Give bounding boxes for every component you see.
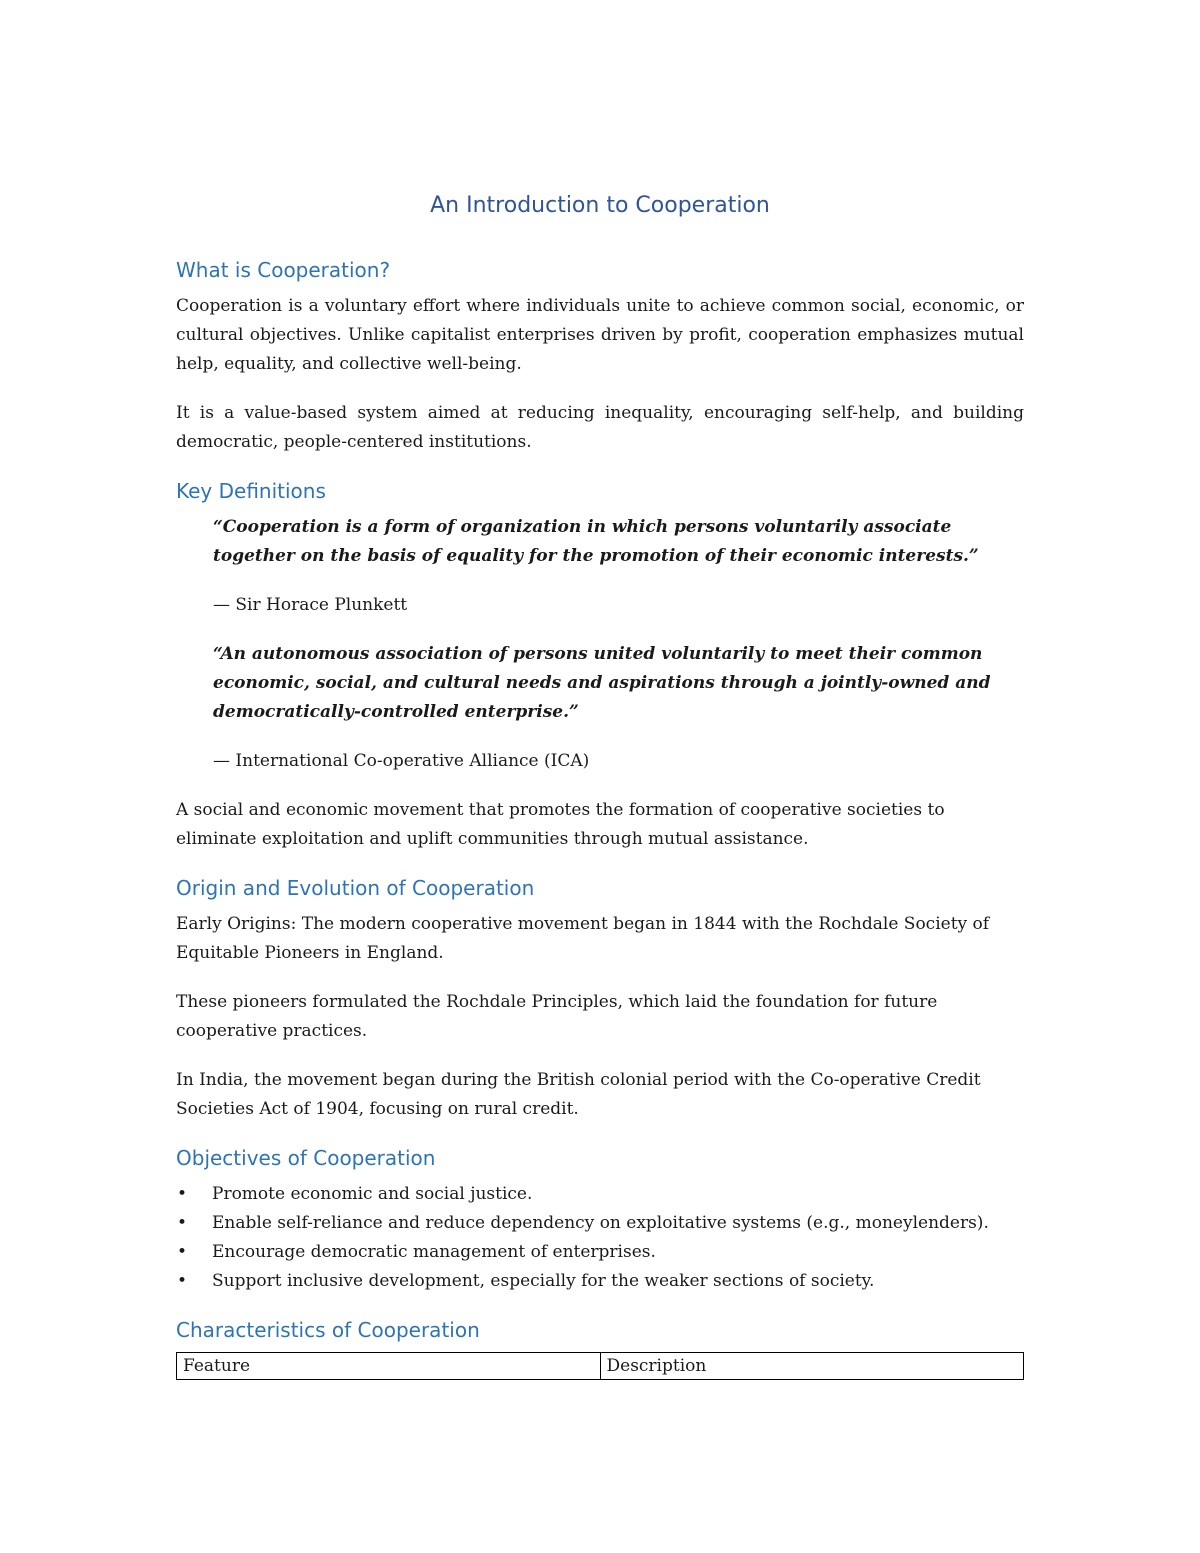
table-header-cell: Feature xyxy=(177,1353,601,1380)
paragraph: Cooperation is a voluntary effort where individuals unite to achieve common social, economic, or cultural objectives. Unlike capitalist enterprises driven by profit, cooperation emphasizes mutual help, equality, and collective well-being. xyxy=(176,296,1024,374)
section-what-is xyxy=(176,256,1024,457)
list-item xyxy=(176,1209,1024,1238)
characteristics-table xyxy=(176,1352,1024,1380)
bullet-icon: • xyxy=(176,1271,188,1291)
document-title: An Introduction to Cooperation xyxy=(430,193,770,218)
document-page xyxy=(176,190,1024,1380)
table-header-cell: Description xyxy=(600,1353,1024,1380)
list-item xyxy=(176,1267,1024,1296)
section-heading-what-is: What is Cooperation? xyxy=(176,258,391,282)
objectives-list xyxy=(176,1180,1024,1296)
section-characteristics xyxy=(176,1316,1024,1380)
paragraph: Early Origins: The modern cooperative movement began in 1844 with the Rochdale Society of Equitable Pioneers in England. xyxy=(176,914,990,963)
paragraph: A social and economic movement that promotes the formation of cooperative societies to eliminate exploitation and uplift communities through mutual assistance. xyxy=(176,800,945,849)
bullet-icon: • xyxy=(176,1213,188,1233)
bullet-icon: • xyxy=(176,1242,188,1262)
section-heading-characteristics: Characteristics of Cooperation xyxy=(176,1318,480,1342)
paragraph: It is a value-based system aimed at reducing inequality, encouraging self-help, and building democratic, people-centered institutions. xyxy=(176,403,1024,452)
bullet-icon: • xyxy=(176,1184,188,1204)
list-item xyxy=(176,1238,1024,1267)
list-item-text: Enable self-reliance and reduce dependency on exploitative systems (e.g., moneylenders). xyxy=(212,1213,989,1233)
quote-attribution: — Sir Horace Plunkett xyxy=(213,595,408,615)
section-objectives xyxy=(176,1144,1024,1296)
list-item xyxy=(176,1180,1024,1209)
list-item-text: Promote economic and social justice. xyxy=(212,1184,533,1204)
section-key-definitions xyxy=(176,477,1024,854)
definition-quote: “An autonomous association of persons united voluntarily to meet their common economic, social, and cultural needs and aspirations through a jointly-owned and democratically-controlled enterprise.” xyxy=(213,644,991,722)
list-item-text: Support inclusive development, especially for the weaker sections of society. xyxy=(212,1271,875,1291)
section-origin xyxy=(176,874,1024,1124)
section-heading-objectives: Objectives of Cooperation xyxy=(176,1146,436,1170)
quote-attribution: — International Co-operative Alliance (ICA) xyxy=(213,751,590,771)
section-heading-origin: Origin and Evolution of Cooperation xyxy=(176,876,535,900)
definition-quote: “Cooperation is a form of organization in which persons voluntarily associate together on the basis of equality for the promotion of their economic interests.” xyxy=(213,517,979,566)
paragraph: These pioneers formulated the Rochdale Principles, which laid the foundation for future cooperative practices. xyxy=(176,992,938,1041)
list-item-text: Encourage democratic management of enterprises. xyxy=(212,1242,656,1262)
paragraph: In India, the movement began during the British colonial period with the Co-operative Credit Societies Act of 1904, focusing on rural credit. xyxy=(176,1070,981,1119)
section-heading-key-definitions: Key Definitions xyxy=(176,479,326,503)
table-header-row xyxy=(177,1353,1024,1380)
